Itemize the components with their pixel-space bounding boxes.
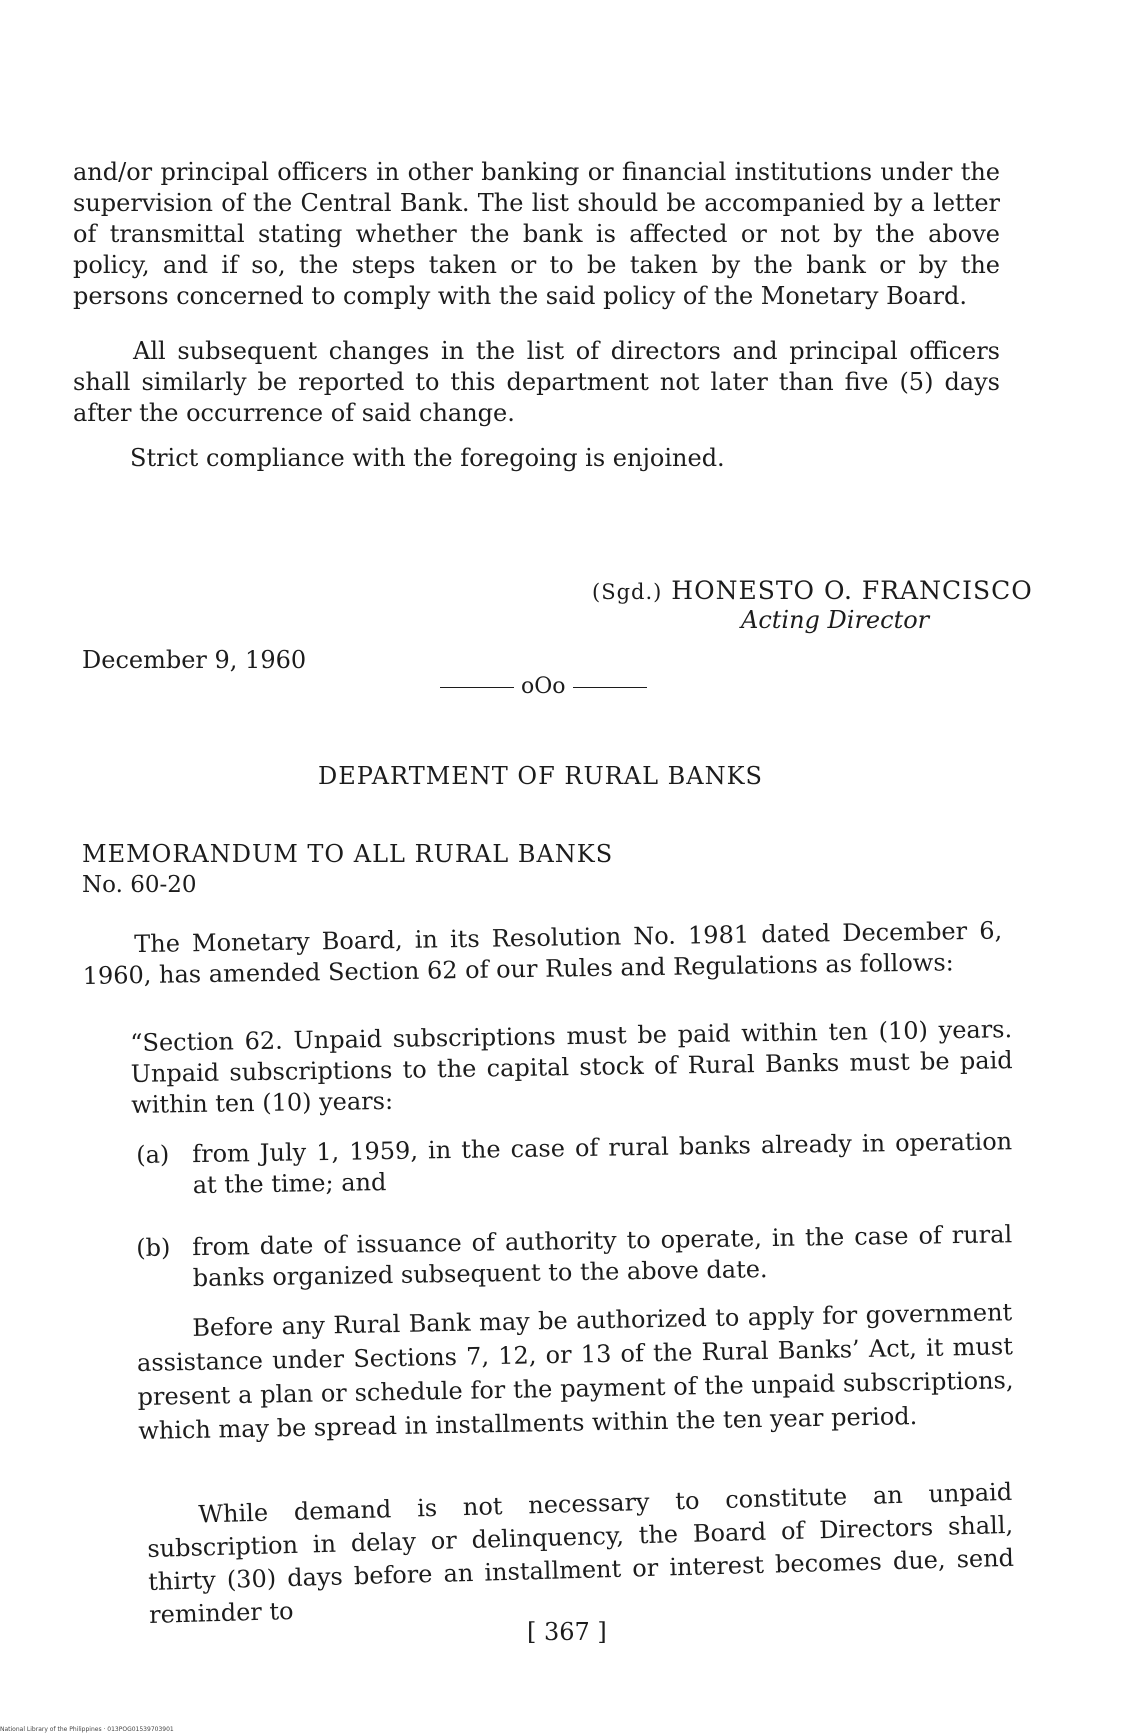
continuation-paragraph: and/or principal officers in other banking or financial institutions under the supervision of the Central Bank. The list should be accompanied by a letter of transmittal stating whether the bank is affected or not by the above policy, and if so, the steps taken or to be taken by the bank or by the persons concerned to comply with the said policy of the Monetary Board. [73, 158, 1000, 310]
changes-paragraph: All subsequent changes in the list of directors and principal officers shall similarly be reported to this department not later than five (5) days after the occurrence of said change. [73, 337, 1000, 427]
section-62-text: “Section 62. Unpaid subscriptions must be paid within ten (10) years. Unpaid subscriptions to the capital stock of Rural Banks must be paid within ten (10) years: [130, 1015, 1013, 1119]
before-paragraph: Before any Rural Bank may be authorized to apply for government assistance under Sections 7, 12, or 13 of the Rural Banks’ Act, it must present a plan or schedule for the payment of the unpaid subscriptions, which may be spread in installments within the ten year period. [136, 1298, 1014, 1445]
compliance-paragraph: Strict compliance with the foregoing is enjoined. [130, 444, 725, 472]
signatory-name: HONESTO O. FRANCISCO [671, 576, 1033, 605]
separator-rule-right [573, 687, 647, 688]
list-item-text: from July 1, 1959, in the case of rural banks already in operation at the time; and [192, 1127, 1013, 1200]
list-item [136, 1219, 1013, 1295]
list-item-text: from date of issuance of authority to operate, in the case of rural banks organized subsequent to the above date. [192, 1220, 1013, 1293]
separator-mark: oOo [521, 674, 566, 699]
document-date: December 9, 1960 [82, 646, 307, 674]
signature-line [592, 576, 1033, 605]
memo-intro: The Monetary Board, in its Resolution No. 1981 dated December 6, 1960, has amended Section 62 of our Rules and Regulations as follows: [82, 916, 1003, 990]
memo-title: MEMORANDUM TO ALL RURAL BANKS [82, 840, 614, 868]
archive-footer: National Library of the Philippines · 013POG01539703901 [0, 1726, 174, 1733]
page-number: [ 367 ] [527, 1618, 607, 1646]
memo-number: No. 60-20 [82, 872, 197, 898]
list-item-mark: (a) [136, 1140, 170, 1169]
list-item [136, 1126, 1013, 1202]
separator-rule-left [440, 687, 514, 688]
department-heading: DEPARTMENT OF RURAL BANKS [318, 762, 763, 790]
list-item-mark: (b) [136, 1233, 171, 1262]
section-separator [440, 674, 647, 699]
signature-prefix: (Sgd.) [592, 580, 663, 604]
while-paragraph: While demand is not necessary to constitute an unpaid subscription in delay or delinquency, the Board of Directors shall, thirty (30) days before an installment or interest becomes due, send reminder to [146, 1477, 1015, 1629]
signatory-title: Acting Director [741, 606, 930, 634]
